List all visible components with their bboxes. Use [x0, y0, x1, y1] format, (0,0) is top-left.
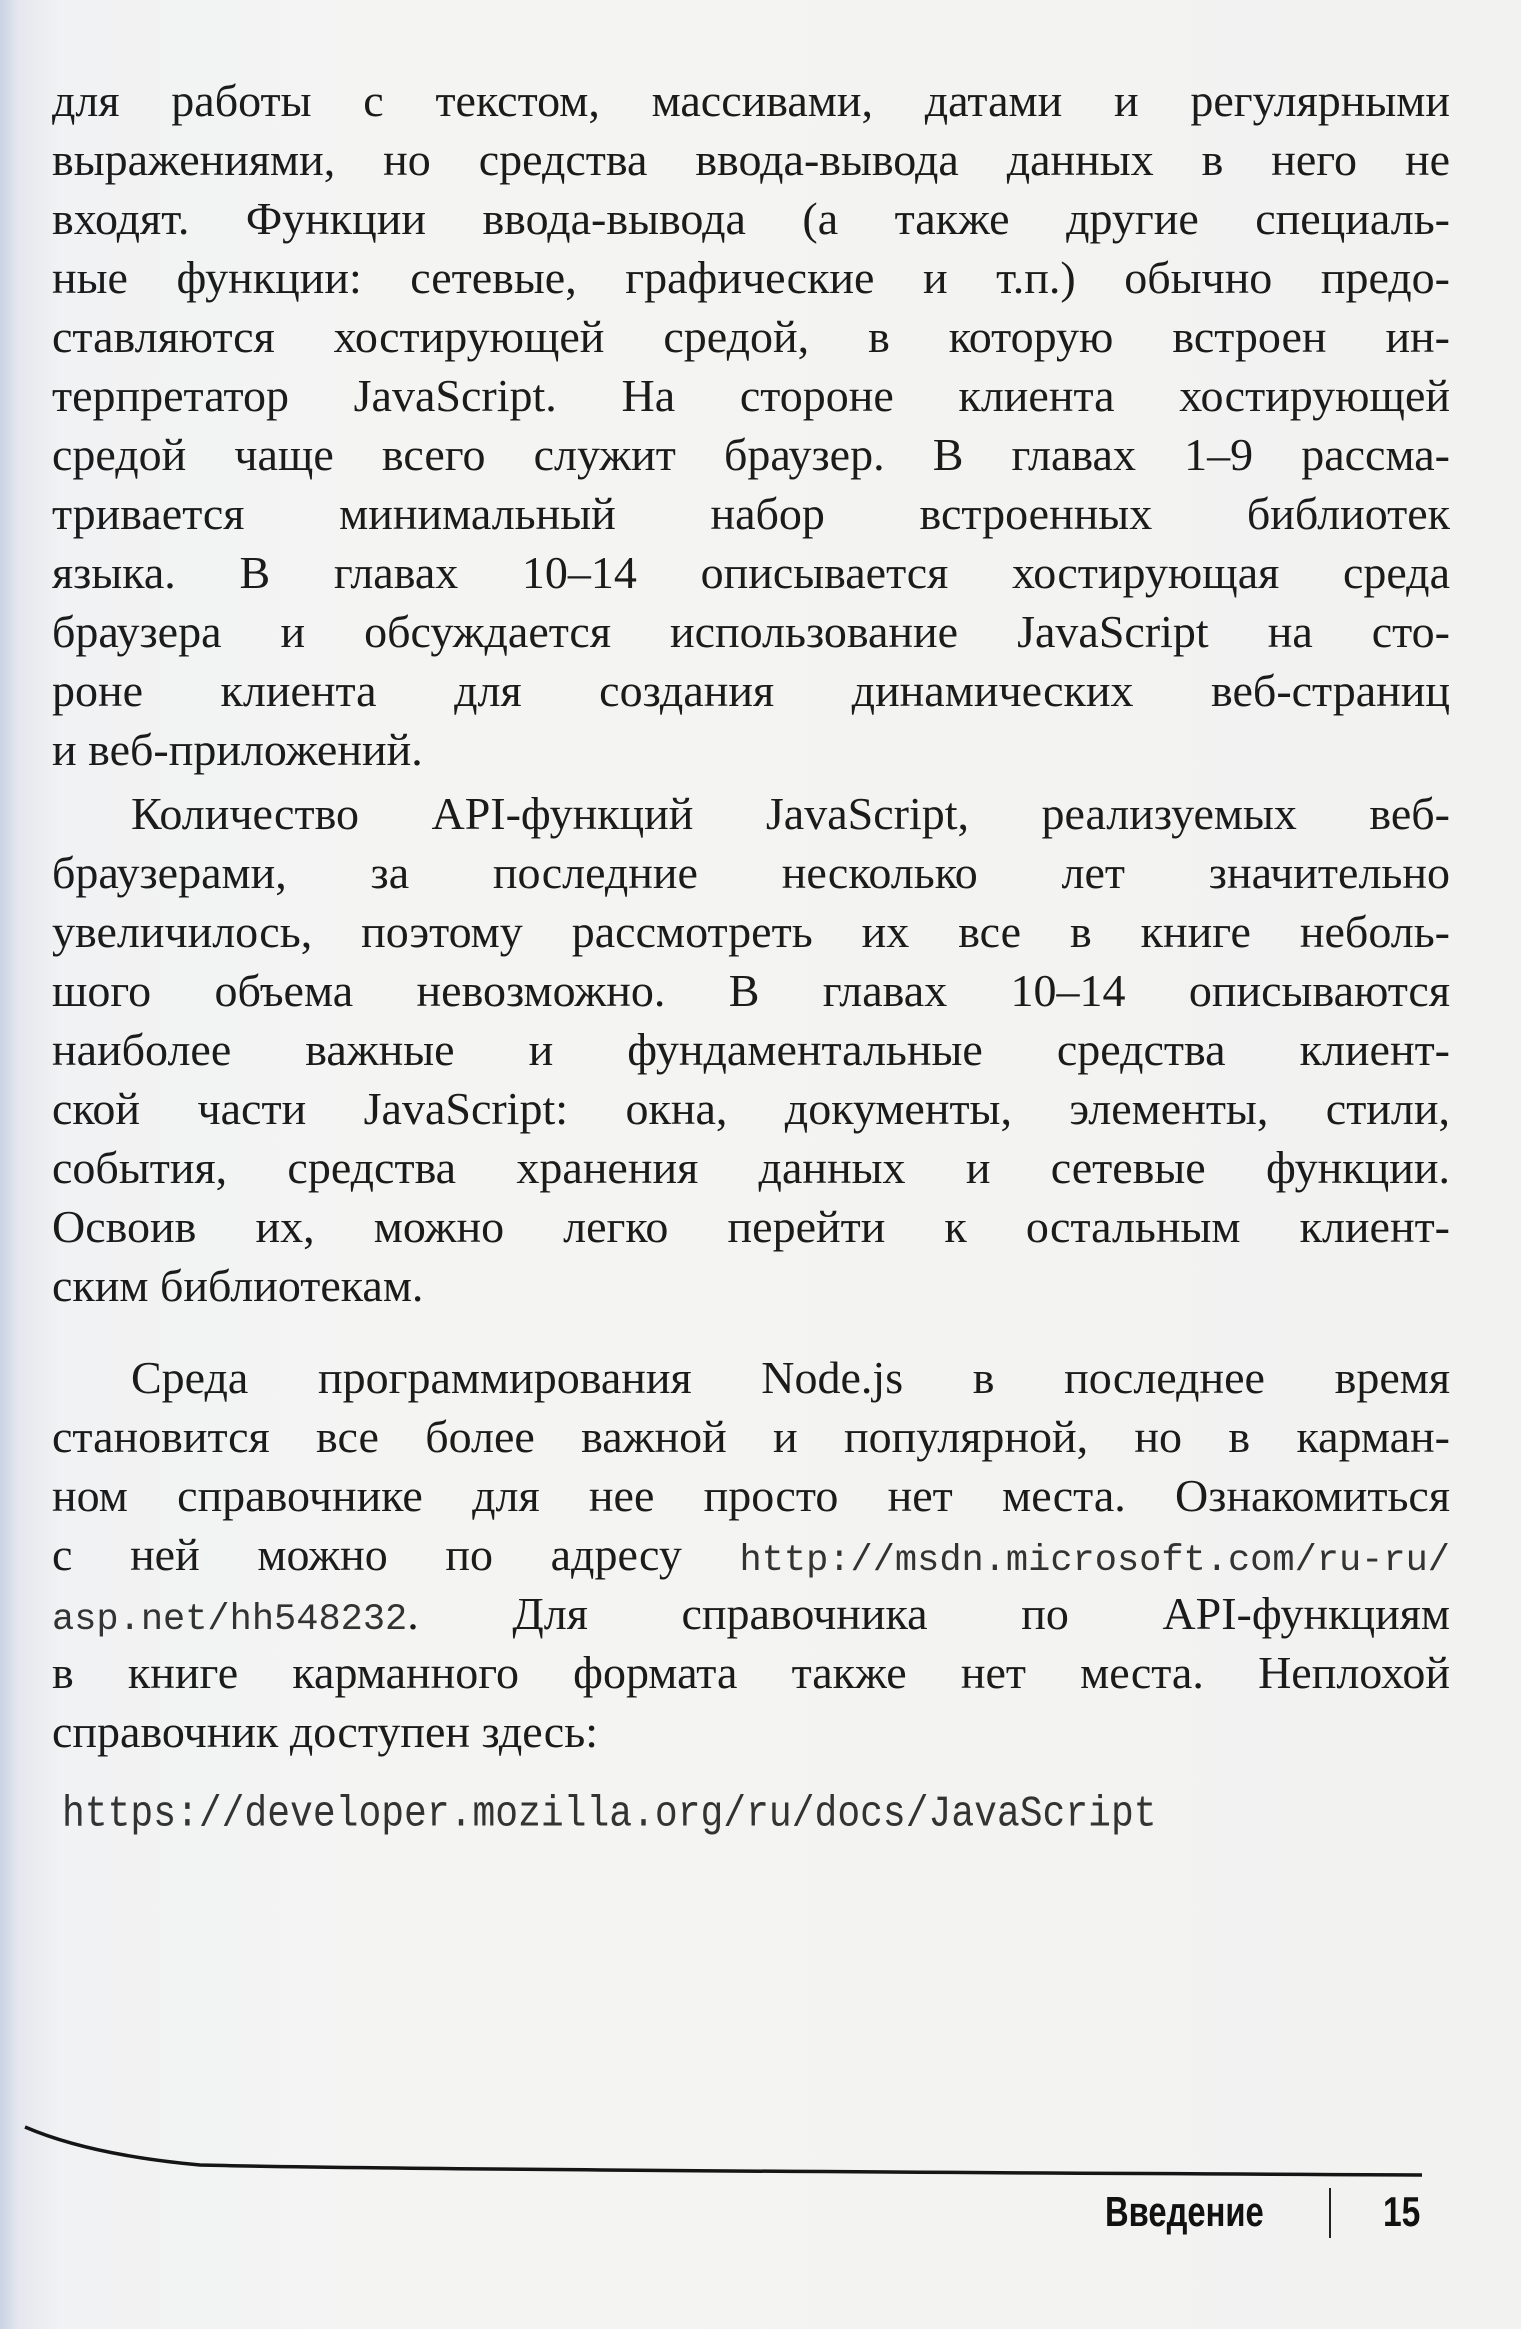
text-line — [52, 720, 1450, 779]
inline-url[interactable]: http://msdn.microsoft.com/ru-ru/ — [739, 1540, 1450, 1582]
text-line — [52, 1020, 1450, 1079]
text-line — [52, 1466, 1450, 1525]
text-line — [52, 1643, 1450, 1702]
text-segment: ные функции: сетевые, графические и т.п.) обычно предо- — [52, 252, 1450, 303]
text-segment: ставляются хостирующей средой, в которую встроен ин- — [52, 311, 1450, 362]
text-segment: становится все более важной и популярной, но в карман- — [52, 1411, 1450, 1462]
inline-url[interactable]: asp.net/hh548232 — [52, 1599, 408, 1641]
text-line — [52, 1702, 1450, 1761]
text-segment: Количество API-функций JavaScript, реализуемых веб- — [131, 788, 1450, 839]
page-number: 15 — [1383, 2188, 1421, 2235]
text-line — [52, 1079, 1450, 1138]
text-line — [52, 1197, 1450, 1256]
text-segment: увеличилось, поэтому рассмотреть их все в книге неболь- — [52, 906, 1450, 957]
text-segment: Среда программирования Node.js в последнее время — [131, 1352, 1450, 1403]
text-line — [52, 484, 1450, 543]
running-footer-section: Введение — [1105, 2188, 1264, 2235]
text-line — [52, 425, 1450, 484]
text-segment: для работы с текстом, массивами, датами и регулярными — [52, 75, 1450, 126]
text-segment: выражениями, но средства ввода-вывода данных в него не — [52, 134, 1450, 185]
text-line — [52, 1138, 1450, 1197]
text-line — [52, 543, 1450, 602]
text-segment: языка. В главах 10–14 описывается хостирующая среда — [52, 547, 1450, 598]
text-line — [52, 661, 1450, 720]
text-segment: ским библиотекам. — [52, 1260, 424, 1311]
text-line — [52, 366, 1450, 425]
text-segment: события, средства хранения данных и сетевые функции. — [52, 1142, 1450, 1193]
text-line — [52, 843, 1450, 902]
paragraph-nodejs — [52, 1348, 1450, 1761]
text-segment: тривается минимальный набор встроенных библиотек — [52, 488, 1450, 539]
text-segment: с ней можно по адресу — [52, 1529, 740, 1580]
text-line — [52, 1525, 1450, 1584]
text-line — [52, 130, 1450, 189]
text-segment: ном справочнике для нее просто нет места. Ознакомиться — [52, 1470, 1450, 1521]
paragraph-intro-libraries — [52, 71, 1450, 779]
text-segment: наиболее важные и фундаментальные средства клиент- — [52, 1024, 1450, 1075]
text-line — [52, 1584, 1450, 1643]
text-line — [52, 248, 1450, 307]
text-line — [52, 1348, 1450, 1407]
text-line — [52, 784, 1450, 843]
text-segment: шого объема невозможно. В главах 10–14 описываются — [52, 965, 1450, 1016]
text-segment: браузера и обсуждается использование JavaScript на сто- — [52, 606, 1450, 657]
text-segment: справочник доступен здесь: — [52, 1706, 598, 1757]
text-line — [52, 902, 1450, 961]
text-line — [52, 1407, 1450, 1466]
footer-separator — [1329, 2188, 1331, 2238]
text-line — [52, 602, 1450, 661]
text-segment: роне клиента для создания динамических веб-страниц — [52, 665, 1450, 716]
text-segment: в книге карманного формата также нет места. Неплохой — [52, 1647, 1450, 1698]
text-segment: браузерами, за последние несколько лет значительно — [52, 847, 1450, 898]
text-segment: . Для справочника по API-функциям — [407, 1588, 1450, 1639]
text-line — [52, 189, 1450, 248]
text-segment: ской части JavaScript: окна, документы, элементы, стили, — [52, 1083, 1450, 1134]
footer-rule — [0, 2110, 1521, 2190]
reference-url[interactable]: https://developer.mozilla.org/ru/docs/JavaScript — [62, 1790, 1157, 1840]
text-segment: терпретатор JavaScript. На стороне клиента хостирующей — [52, 370, 1450, 421]
text-line — [52, 71, 1450, 130]
text-line — [52, 307, 1450, 366]
text-line — [52, 1256, 1450, 1315]
text-segment: Освоив их, можно легко перейти к остальным клиент- — [52, 1201, 1450, 1252]
text-segment: и веб-приложений. — [52, 724, 423, 775]
paragraph-client-api — [52, 784, 1450, 1315]
text-segment: входят. Функции ввода-вывода (а также другие специаль- — [52, 193, 1450, 244]
text-segment: средой чаще всего служит браузер. В главах 1–9 рассма- — [52, 429, 1450, 480]
text-line — [52, 961, 1450, 1020]
